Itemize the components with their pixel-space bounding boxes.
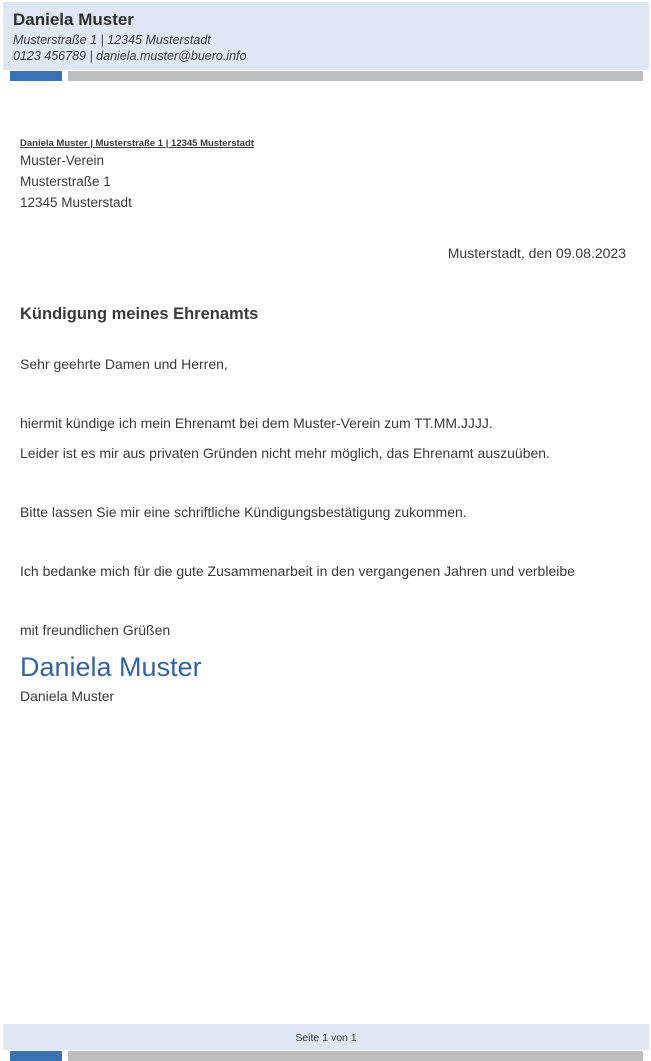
recipient-city: 12345 Musterstadt xyxy=(20,195,132,210)
letter-subject: Kündigung meines Ehrenamts xyxy=(20,305,259,323)
body-paragraph-3: Ich bedanke mich für die gute Zusammenarbeit in den vergangenen Jahren und verbleibe xyxy=(20,563,575,579)
salutation: Sehr geehrte Damen und Herren, xyxy=(20,356,228,372)
footer-accent-blue-bar xyxy=(10,1051,62,1061)
header-accent-gray-bar xyxy=(68,71,643,81)
page-footer xyxy=(3,1024,649,1050)
signature-printed-name: Daniela Muster xyxy=(20,688,115,704)
recipient-name: Muster-Verein xyxy=(20,153,105,168)
body-paragraph-1-line-1: hiermit kündige ich mein Ehrenamt bei dem Muster-Verein zum TT.MM.JJJJ. xyxy=(20,415,493,431)
letterhead-name: Daniela Muster xyxy=(13,10,134,29)
body-paragraph-1-line-2: Leider ist es mir aus privaten Gründen nicht mehr möglich, das Ehrenamt auszuüben. xyxy=(20,445,550,461)
sender-return-address: Daniela Muster | Musterstraße 1 | 12345 Musterstadt xyxy=(20,138,254,149)
page-number: Seite 1 von 1 xyxy=(295,1032,357,1044)
header-accent-blue-bar xyxy=(10,71,62,81)
letterhead xyxy=(3,2,649,70)
closing-phrase: mit freundlichen Grüßen xyxy=(20,622,171,638)
letterhead-contact: 0123 456789 | daniela.muster@buero.info xyxy=(13,49,247,63)
body-paragraph-2: Bitte lassen Sie mir eine schriftliche Kündigungsbestätigung zukommen. xyxy=(20,504,467,520)
signature: Daniela Muster xyxy=(20,652,202,682)
letterhead-address: Musterstraße 1 | 12345 Musterstadt xyxy=(13,33,211,47)
footer-accent-gray-bar xyxy=(68,1051,643,1061)
recipient-street: Musterstraße 1 xyxy=(20,174,111,189)
letter-date: Musterstadt, den 09.08.2023 xyxy=(447,245,626,261)
